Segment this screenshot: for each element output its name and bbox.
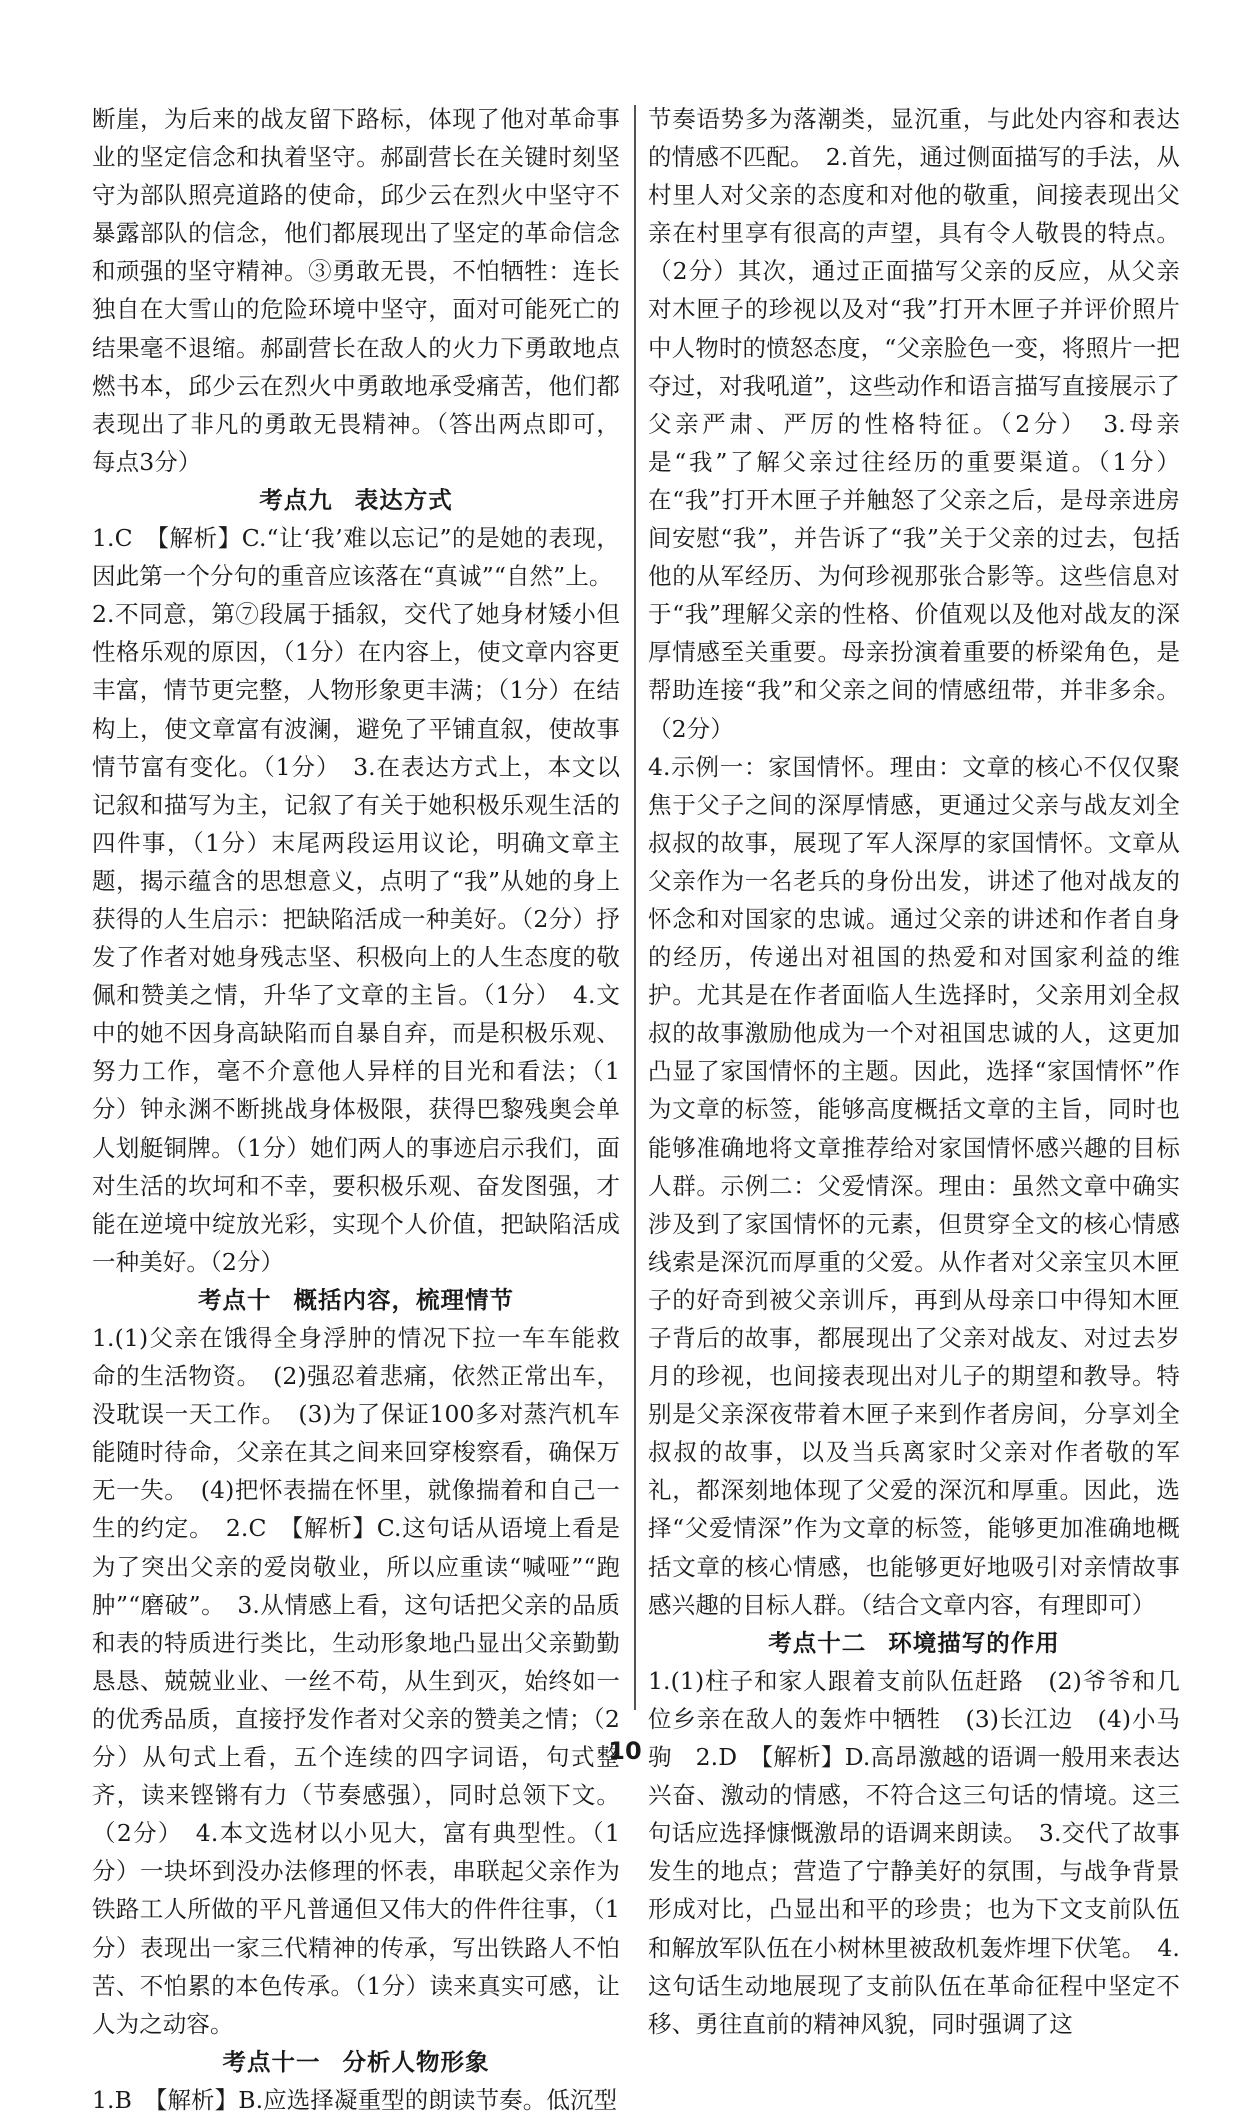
left-column [92, 100, 620, 2119]
answer-paragraph: 1.B 【解析】B.应选择凝重型的朗读节奏。低沉型 [92, 2085, 618, 2114]
section-heading [648, 1624, 1180, 1662]
section-number: 考点十二 [768, 1628, 867, 1657]
answer-paragraph: 节奏语势多为落潮类，显沉重，与此处内容和表达的情感不匹配。 2.首先，通过侧面描写的手法，从村里人对父亲的态度和对他的敬重，间接表现出父亲在村里享有很高的声望，具有令人敬畏的特点。（2分）其次，通过正面描写父亲的反应，从父亲对木匣子的珍视以及对“我”打开木匣子并评价照片中人物时的愤怒态度，“父亲脸色一变，将照片一把夺过，对我吼道”，这些动作和语言描写直接展示了父亲严肃、严厉的性格特征。（2分） 3.母亲是“我”了解父亲过往经历的重要渠道。（1分）在“我”打开木匣子并触怒了父亲之后，是母亲进房间安慰“我”，并告诉了“我”关于父亲的过去，包括他的从军经历、为何珍视那张合影等。这些信息对于“我”理解父亲的性格、价值观以及他对战友的深厚情感至关重要。母亲扮演着重要的桥梁角色，是帮助连接“我”和父亲之间的情感纽带，并非多余。（2分） [648, 105, 1180, 743]
answer-paragraph: 1.(1)父亲在饿得全身浮肿的情况下拉一车车能救命的生活物资。 (2)强忍着悲痛，依然正常出车，没耽误一天工作。 (3)为了保证100多对蒸汽机车能随时待命，父亲在其之间来回穿梭察看，确保万无一失。 (4)把怀表揣在怀里，就像揣着和自己一生的约定。 2.C 【解析】C.这句话从语境上看是为了突出父亲的爱岗敬业，所以应重读“喊哑”“跑肿”“磨破”。 3.从情感上看，这句话把父亲的品质和表的特质进行类比，生动形象地凸显出父亲勤勤恳恳、兢兢业业、一丝不苟，从生到灭，始终如一的优秀品质，直接抒发作者对父亲的赞美之情；（2分）从句式上看，五个连续的四字词语，句式整齐，读来铿锵有力（节奏感强），同时总领下文。（2分） 4.本文选材以小见大，富有典型性。（1分）一块坏到没办法修理的怀表，串联起父亲作为铁路工人所做的平凡普通但又伟大的件件往事，（1分）表现出一家三代精神的传承，写出铁路人不怕苦、不怕累的本色传承。（1分）读来真实可感，让人为之动容。 [92, 1324, 620, 2038]
answer-paragraph: 断崖，为后来的战友留下路标，体现了他对革命事业的坚定信念和执着坚守。郝副营长在关键时刻坚守为部队照亮道路的使命，邱少云在烈火中坚守不暴露部队的信念，他们都展现出了坚定的革命信念和顽强的坚守精神。③勇敢无畏，不怕牺牲：连长独自在大雪山的危险环境中坚守，面对可能死亡的结果毫不退缩。郝副营长在敌人的火力下勇敢地点燃书本，邱少云在烈火中勇敢地承受痛苦，他们都表现出了非凡的勇敢无畏精神。（答出两点即可，每点3分） [92, 105, 620, 476]
section-title: 表达方式 [354, 485, 453, 514]
section-title: 环境描写的作用 [888, 1628, 1060, 1657]
answer-paragraph: 1.(1)柱子和家人跟着支前队伍赶路 (2)爷爷和几位乡亲在敌人的轰炸中牺牲 (3)长江边 (4)小马驹 2.D 【解析】D.高昂激越的语调一般用来表达兴奋、激动的情感，不符合这三句话的情境。这三句话应选择慷慨激昂的语调来朗读。 3.交代了故事发生的地点；营造了宁静美好的氛围，与战争背景形成对比，凸显出和平的珍贵；也为下文支前队伍和解放军队伍在小树林里被敌机轰炸埋下伏笔。 4.这句话生动地展现了支前队伍在革命征程中坚定不移、勇往直前的精神风貌，同时强调了这 [648, 1666, 1180, 2038]
section-number: 考点九 [259, 485, 333, 514]
section-title: 分析人物形象 [342, 2047, 490, 2076]
section-title: 概括内容，梳理情节 [293, 1285, 514, 1314]
column-divider [634, 105, 636, 1710]
section-heading [92, 481, 620, 519]
section-number: 考点十一 [222, 2047, 321, 2076]
answer-paragraph: 4.示例一：家国情怀。理由：文章的核心不仅仅聚焦于父子之间的深厚情感，更通过父亲与战友刘全叔叔的故事，展现了军人深厚的家国情怀。文章从父亲作为一名老兵的身份出发，讲述了他对战友的怀念和对国家的忠诚。通过父亲的讲述和作者自身的经历，传递出对祖国的热爱和对国家利益的维护。尤其是在作者面临人生选择时，父亲用刘全叔叔的故事激励他成为一个对祖国忠诚的人，这更加凸显了家国情怀的主题。因此，选择“家国情怀”作为文章的标签，能够高度概括文章的主旨，同时也能够准确地将文章推荐给对家国情怀感兴趣的目标人群。示例二：父爱情深。理由：虽然文章中确实涉及到了家国情怀的元素，但贯穿全文的核心情感线索是深沉而厚重的父爱。从作者对父亲宝贝木匣子的好奇到被父亲训斥，再到从母亲口中得知木匣子背后的故事，都展现出了父亲对战友、对过去岁月的珍视，也间接表现出对儿子的期望和教导。特别是父亲深夜带着木匣子来到作者房间，分享刘全叔叔的故事，以及当兵离家时父亲对作者敬的军礼，都深刻地体现了父爱的深沉和厚重。因此，选择“父爱情深”作为文章的标签，能够更加准确地概括文章的核心情感，也能够更好地吸引对亲情故事感兴趣的目标人群。（结合文章内容，有理即可） [648, 752, 1180, 1619]
page-number: 10 [608, 1737, 642, 1765]
section-number: 考点十 [198, 1285, 272, 1314]
answer-paragraph: 2.不同意，第⑦段属于插叙，交代了她身材矮小但性格乐观的原因，（1分）在内容上，使文章内容更丰富，情节更完整，人物形象更丰满；（1分）在结构上，使文章富有波澜，避免了平铺直叙，使故事情节富有变化。（1分） 3.在表达方式上，本文以记叙和描写为主，记叙了有关于她积极乐观生活的四件事，（1分）末尾两段运用议论，明确文章主题，揭示蕴含的思想意义，点明了“我”从她的身上获得的人生启示：把缺陷活成一种美好。（2分）抒发了作者对她身残志坚、积极向上的人生态度的敬佩和赞美之情，升华了文章的主旨。（1分） 4.文中的她不因身高缺陷而自暴自弃，而是积极乐观、努力工作，毫不介意他人异样的目光和看法；（1分）钟永渊不断挑战身体极限，获得巴黎残奥会单人划艇铜牌。（1分）她们两人的事迹启示我们，面对生活的坎坷和不幸，要积极乐观、奋发图强，才能在逆境中绽放光彩，实现个人价值，把缺陷活成一种美好。（2分） [92, 600, 620, 1276]
section-heading [92, 1281, 620, 1319]
section-heading [92, 2043, 620, 2081]
answer-paragraph: 1.C 【解析】C.“让‘我’难以忘记”的是她的表现，因此第一个分句的重音应该落在“真诚”“自然”上。 [92, 524, 620, 591]
